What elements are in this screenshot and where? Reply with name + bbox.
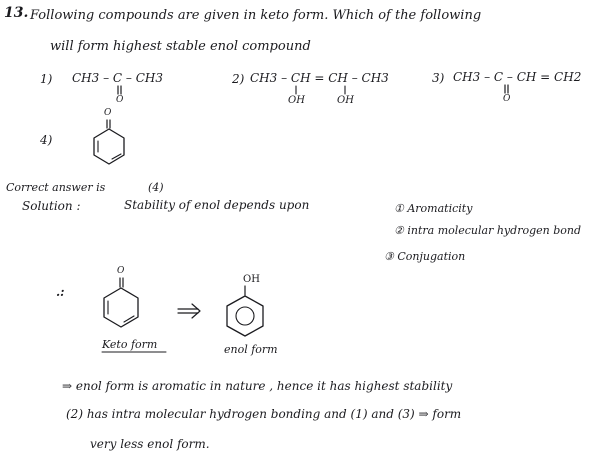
- conclusion-line1: ⇒ enol form is aromatic in nature , hence it has highest stability: [62, 379, 453, 393]
- factor-aromaticity: ① Aromaticity: [394, 202, 473, 215]
- option-1-formula: CH3 – C – CH3: [72, 71, 164, 85]
- option-3-oxygen: O: [503, 94, 511, 104]
- correct-answer-value: (4): [148, 181, 164, 194]
- conclusion-line2: (2) has intra molecular hydrogen bonding and (1) and (3) ⇒ form: [66, 407, 462, 421]
- solution-intro: Stability of enol depends upon: [124, 198, 310, 212]
- option-1-oxygen: O: [116, 95, 124, 105]
- keto-form-label: Keto form: [102, 338, 158, 351]
- question-number: 13.: [4, 5, 29, 21]
- option-3-number: 3): [432, 71, 445, 85]
- option-2-formula: CH3 – CH = CH – CH3: [250, 71, 389, 85]
- option-2-number: 2): [232, 72, 245, 86]
- keto-oxygen: O: [117, 266, 125, 276]
- therefore-dots: .:: [56, 285, 65, 299]
- option-1-number: 1): [40, 72, 53, 86]
- factor-intramolecular-hbond: ② intra molecular hydrogen bond: [394, 224, 581, 237]
- correct-answer-label: Correct answer is: [6, 181, 106, 194]
- question-text-line2: will form highest stable enol compound: [50, 39, 311, 54]
- option-4-oxygen: O: [104, 108, 112, 118]
- question-text-line1: Following compounds are given in keto form. Which of the following: [30, 8, 482, 23]
- enol-form-label: enol form: [224, 343, 278, 356]
- conclusion-line3: very less enol form.: [90, 437, 210, 451]
- enol-oh: OH: [243, 274, 260, 285]
- option-2-oh-2: OH: [337, 95, 354, 106]
- option-4-number: 4): [40, 133, 53, 147]
- option-3-formula: CH3 – C – CH = CH2: [453, 70, 582, 84]
- solution-label: Solution :: [22, 199, 81, 213]
- factor-conjugation: ③ Conjugation: [384, 250, 466, 263]
- option-2-oh-1: OH: [288, 95, 305, 106]
